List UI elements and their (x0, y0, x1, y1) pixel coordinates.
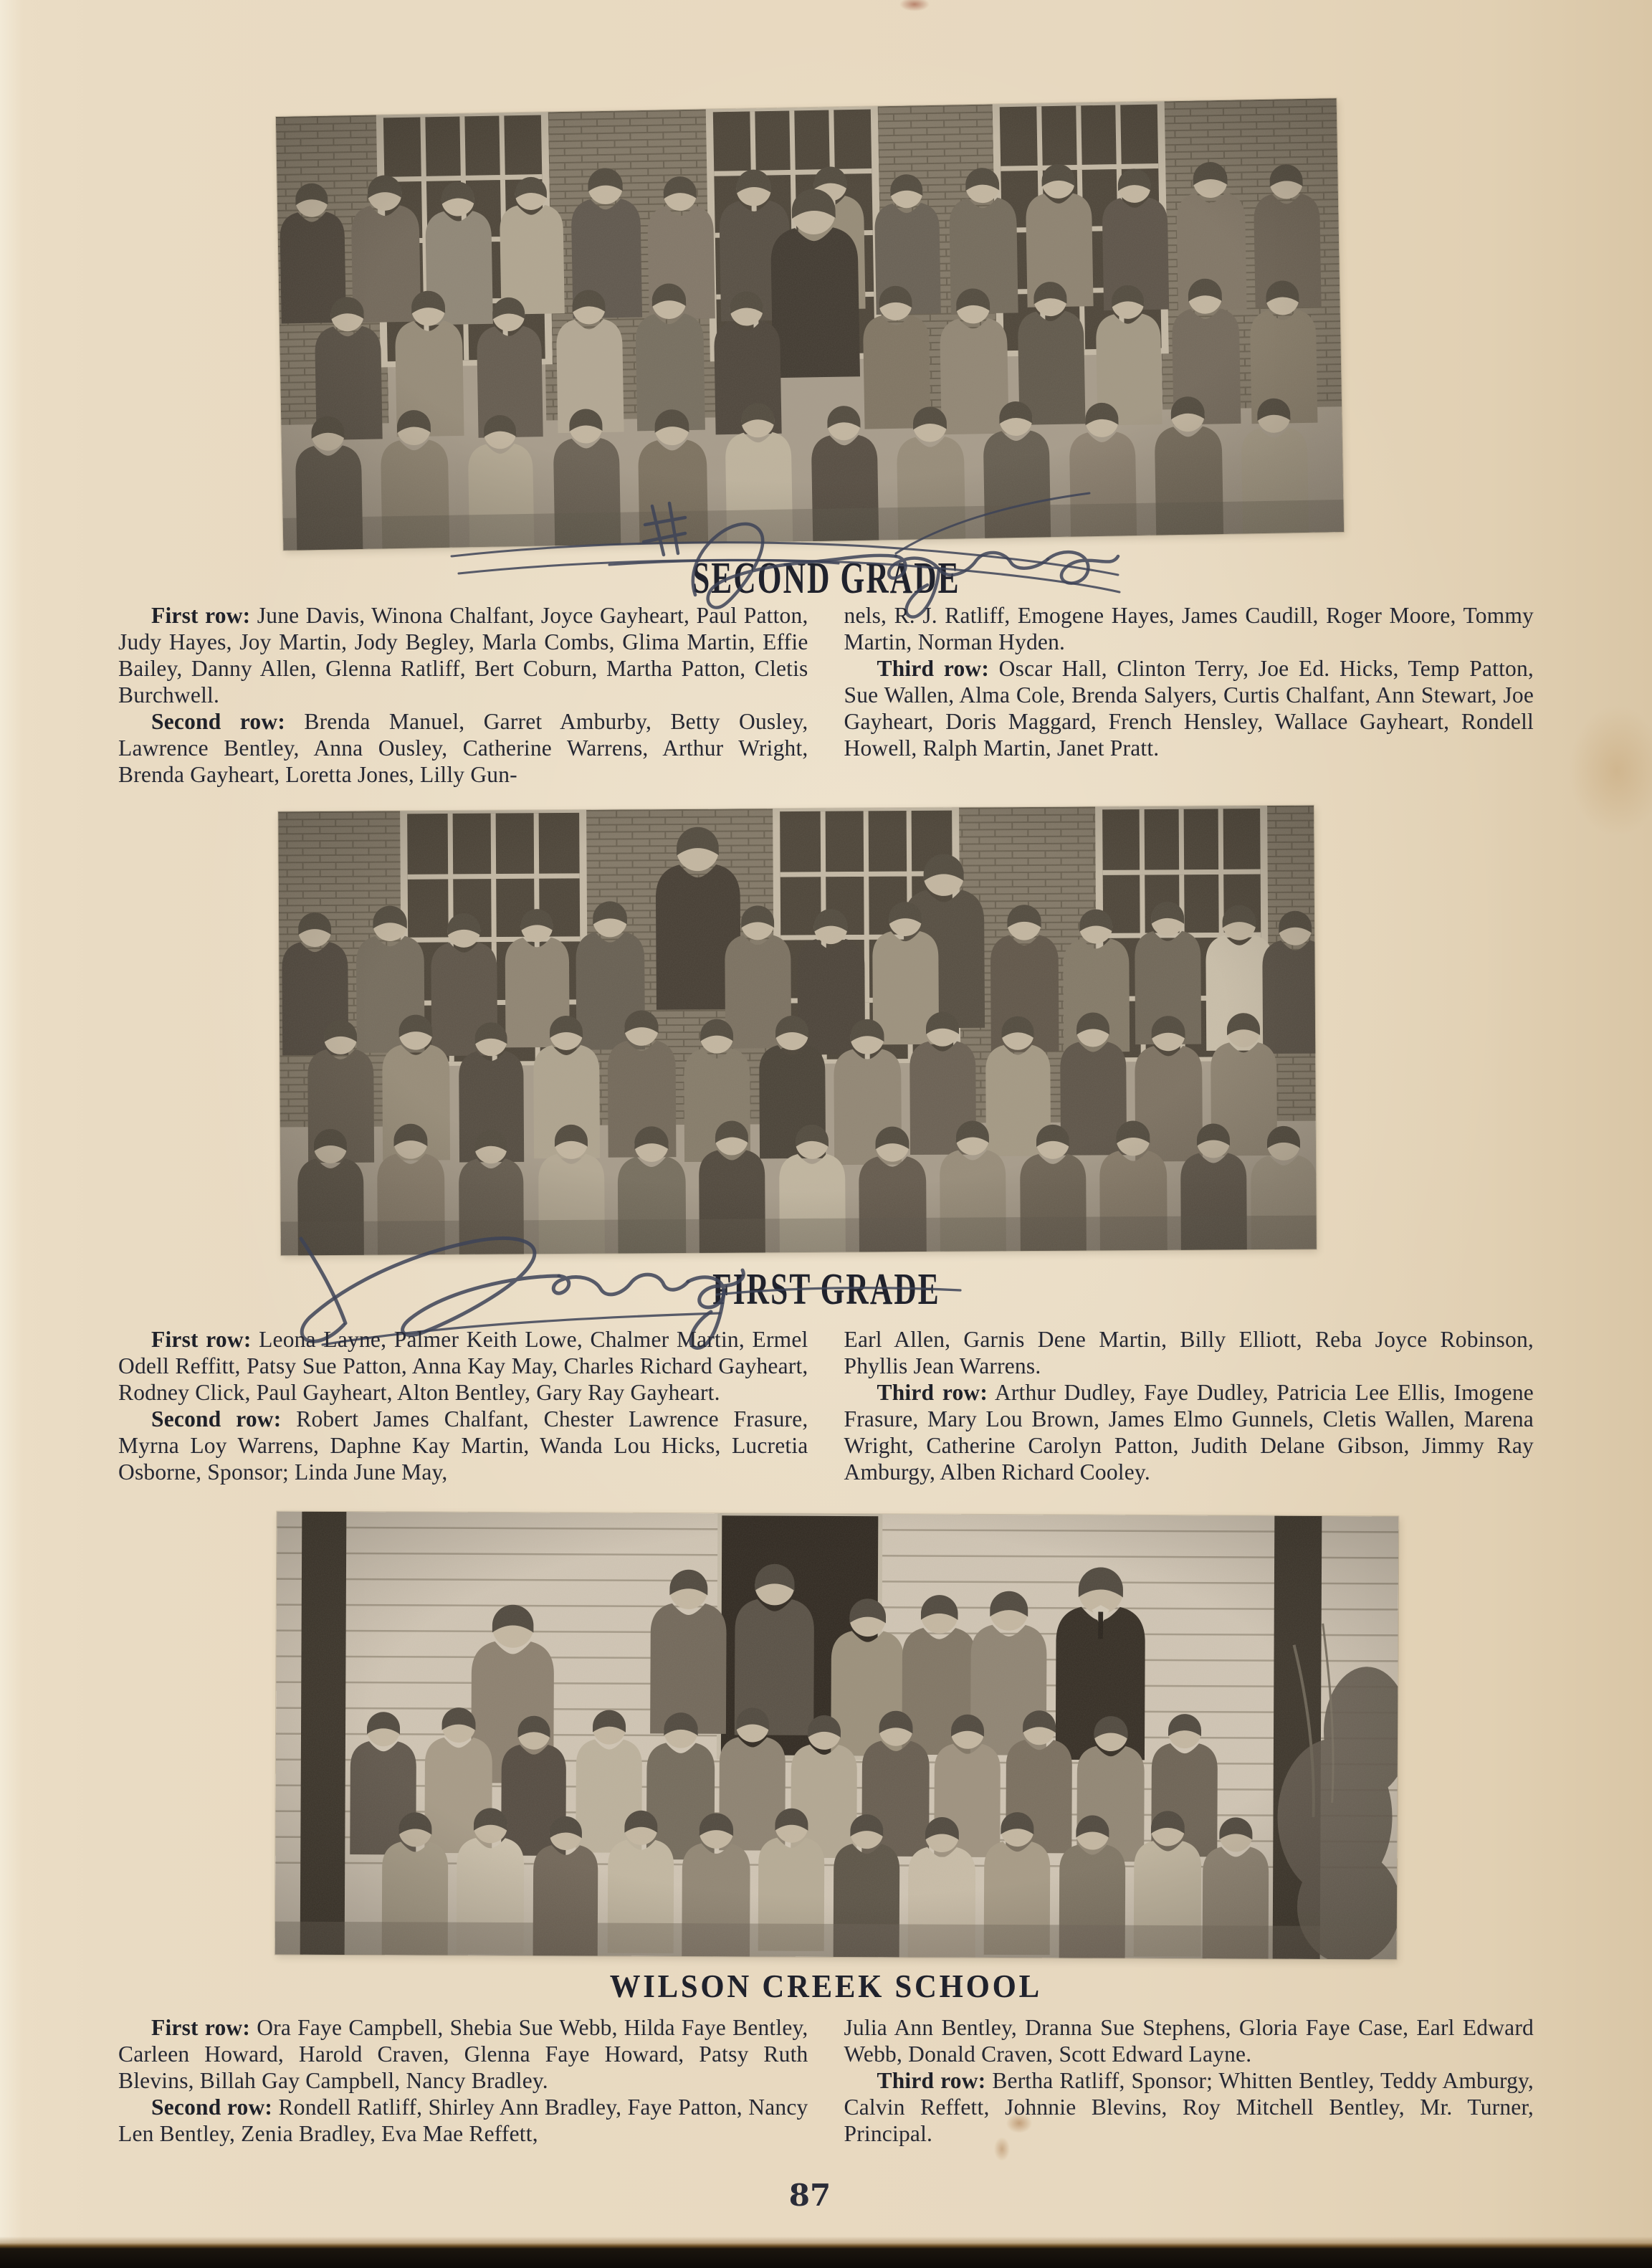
row-label: Third row: (877, 1380, 988, 1405)
class-photo-second-grade-image (276, 98, 1344, 551)
roster-paragraph (118, 1326, 808, 1406)
roster-paragraph (844, 2014, 1534, 2067)
first-grade-roster (118, 1326, 1534, 1485)
scan-bottom-edge (0, 2236, 1652, 2268)
row-label: Second row: (151, 1406, 282, 1431)
row-names: Arthur Dudley, Faye Dudley, Patricia Lee Ellis, Imogene Frasure, Mary Lou Brown, James Elmo Gunnels, Cletis Wallen, Marena Wright, Catherine Carolyn Patton, Judith Delane Gibson, Jimmy Ray Amburgy, Alben Richard Cooley. (844, 1380, 1534, 1485)
section-title-text: WILSON CREEK SCHOOL (609, 1968, 1043, 2004)
section-title-second-grade (0, 553, 1652, 604)
roster-paragraph (118, 602, 808, 708)
row-names: Earl Allen, Garnis Dene Martin, Billy Elliott, Reba Joyce Robinson, Phyllis Jean Warrens. (844, 1327, 1534, 1378)
row-label: Second row: (151, 709, 286, 734)
class-photo-wilson-creek (275, 1512, 1399, 1960)
roster-left-column (118, 2014, 808, 2147)
row-names: Leona Layne, Palmer Keith Lowe, Chalmer Martin, Ermel Odell Reffitt, Patsy Sue Patton, Anna Kay May, Charles Richard Gayheart, Rodney Click, Paul Gayheart, Alton Bentley, Gary Ray Gayheart. (118, 1327, 808, 1405)
section-title-wilson-creek-school (0, 1967, 1652, 2005)
roster-paragraph (118, 1406, 808, 1485)
roster-right-column (844, 2014, 1534, 2147)
row-names: Robert James Chalfant, Chester Lawrence Frasure, Myrna Loy Warrens, Daphne Kay Martin, Wanda Lou Hicks, Lucretia Osborne, Sponsor; Linda June May, (118, 1406, 808, 1485)
row-label: First row: (151, 1327, 252, 1352)
row-label: Second row: (151, 2095, 273, 2120)
roster-left-column (118, 1326, 808, 1485)
wilson-creek-roster (118, 2014, 1534, 2147)
second-grade-roster (118, 602, 1534, 788)
row-names: Rondell Ratliff, Shirley Ann Bradley, Faye Patton, Nancy Len Bentley, Zenia Bradley, Eva Mae Reffett, (118, 2095, 808, 2146)
row-names: Julia Ann Bentley, Dranna Sue Stephens, Gloria Faye Case, Earl Edward Webb, Donald Craven, Scott Edward Layne. (844, 2015, 1534, 2067)
page-number: 87 (788, 2178, 831, 2213)
row-label: Third row: (877, 656, 990, 681)
row-names: Brenda Manuel, Garret Amburby, Betty Ousley, Lawrence Bentley, Anna Ousley, Catherine Warrens, Arthur Wright, Brenda Gayheart, Loretta Jones, Lilly Gun- (118, 709, 808, 787)
section-title-first-grade (0, 1264, 1652, 1315)
row-names: Ora Faye Campbell, Shebia Sue Webb, Hilda Faye Bentley, Carleen Howard, Harold Craven, Glenna Faye Howard, Patsy Ruth Blevins, Billah Gay Campbell, Nancy Bradley. (118, 2015, 808, 2093)
class-photo-first-grade-image (278, 806, 1317, 1256)
row-names: nels, R. J. Ratliff, Emogene Hayes, James Caudill, Roger Moore, Tommy Martin, Norman Hyden. (844, 603, 1534, 654)
roster-right-column (844, 602, 1534, 788)
class-photo-second-grade (276, 98, 1344, 551)
roster-left-column (118, 602, 808, 788)
roster-paragraph (844, 2067, 1534, 2147)
row-names: Oscar Hall, Clinton Terry, Joe Ed. Hicks, Temp Patton, Sue Wallen, Alma Cole, Brenda Salyers, Curtis Chalfant, Ann Stewart, Joe Gayheart, Doris Maggard, French Hensley, Wallace Gayheart, Rondell Howell, Ralph Martin, Janet Pratt. (844, 656, 1534, 761)
class-photo-first-grade (278, 806, 1317, 1256)
roster-paragraph (118, 2014, 808, 2094)
roster-paragraph (844, 602, 1534, 655)
row-label: Third row: (877, 2068, 986, 2093)
roster-paragraph (118, 708, 808, 788)
roster-paragraph (844, 655, 1534, 761)
roster-right-column (844, 1326, 1534, 1485)
row-label: First row: (151, 2015, 251, 2040)
roster-paragraph (844, 1379, 1534, 1485)
class-photo-wilson-creek-image (275, 1512, 1399, 1960)
roster-paragraph (118, 2094, 808, 2147)
row-label: First row: (151, 603, 251, 628)
section-title-text: FIRST GRADE (712, 1265, 940, 1314)
roster-paragraph (844, 1326, 1534, 1379)
row-names: Bertha Ratliff, Sponsor; Whitten Bentley, Teddy Amburgy, Calvin Reffett, Johnnie Blevins, Roy Mitchell Bentley, Mr. Turner, Principal. (844, 2068, 1534, 2146)
section-title-text: SECOND GRADE (692, 554, 960, 603)
row-names: June Davis, Winona Chalfant, Joyce Gayheart, Paul Patton, Judy Hayes, Joy Martin, Jody Begley, Marla Combs, Glima Martin, Effie Bailey, Danny Allen, Glenna Ratliff, Bert Coburn, Martha Patton, Cletis Burchwell. (118, 603, 808, 707)
